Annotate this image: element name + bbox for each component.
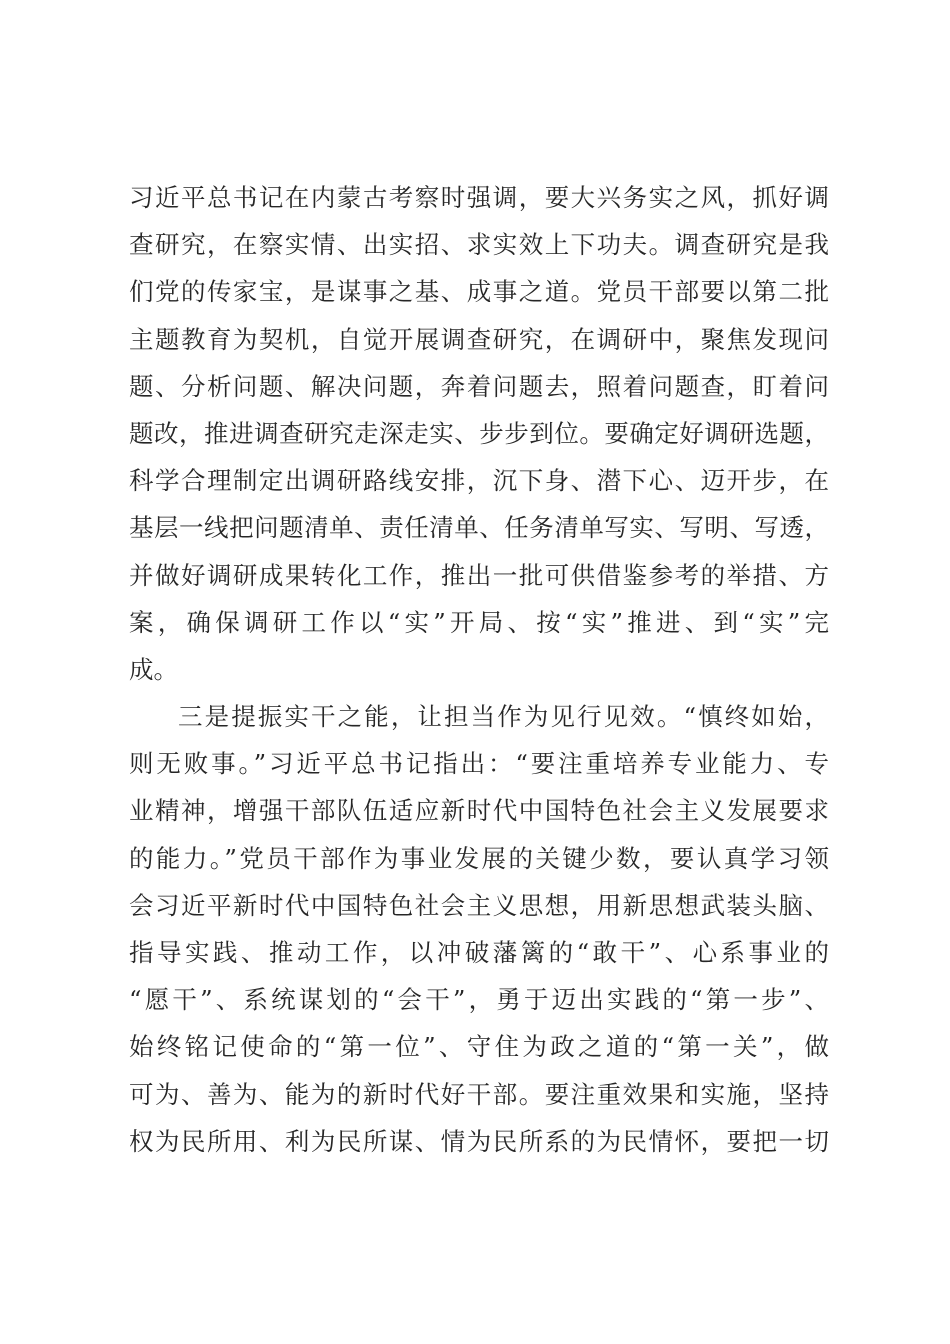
text-line: 们党的传家宝，是谋事之基、成事之道。党员干部要以第二批 (129, 277, 829, 307)
text-line: 并做好调研成果转化工作，推出一批可供借鉴参考的举措、方 (129, 560, 829, 590)
text-line: 成。 (129, 654, 178, 684)
text-line: 科学合理制定出调研路线安排，沉下身、潜下心、迈开步，在 (129, 466, 829, 496)
text-line: 可为、善为、能为的新时代好干部。要注重效果和实施，坚持 (129, 1079, 829, 1109)
body-text (129, 174, 829, 1165)
text-line: 查研究，在察实情、出实招、求实效上下功夫。调查研究是我 (129, 230, 829, 260)
text-line: 题、分析问题、解决问题，奔着问题去，照着问题查，盯着问 (129, 371, 829, 401)
text-line: 指导实践、推动工作，以冲破藩篱的“敢干”、心系事业的 (129, 938, 829, 967)
text-line: 主题教育为契机，自觉开展调查研究，在调研中，聚焦发现问 (129, 324, 829, 354)
paragraph-2 (129, 693, 829, 1165)
text-line: 会习近平新时代中国特色社会主义思想，用新思想武装头脑、 (129, 890, 829, 920)
text-line: “愿干”、系统谋划的“会干”，勇于迈出实践的“第一步”、 (129, 985, 829, 1015)
text-line: 习近平总书记在内蒙古考察时强调，要大兴务实之风，抓好调 (129, 183, 829, 212)
text-line: 则无败事。”习近平总书记指出：“要注重培养专业能力、专 (129, 749, 829, 779)
text-line: 题改，推进调查研究走深走实、步步到位。要确定好调研选题， (129, 418, 829, 448)
text-line: 业精神，增强干部队伍适应新时代中国特色社会主义发展要求 (129, 796, 829, 826)
text-line: 基层一线把问题清单、责任清单、任务清单写实、写明、写透， (129, 513, 829, 543)
paragraph-1 (129, 174, 829, 693)
text-line: 的能力。”党员干部作为事业发展的关键少数，要认真学习领 (129, 843, 829, 873)
text-line: 三是提振实干之能，让担当作为见行见效。“慎终如始， (178, 702, 829, 732)
text-line: 案，确保调研工作以“实”开局、按“实”推进、到“实”完 (129, 607, 829, 637)
text-line: 始终铭记使命的“第一位”、守住为政之道的“第一关”，做 (129, 1032, 829, 1062)
text-line: 权为民所用、利为民所谋、情为民所系的为民情怀，要把一切 (129, 1126, 829, 1156)
